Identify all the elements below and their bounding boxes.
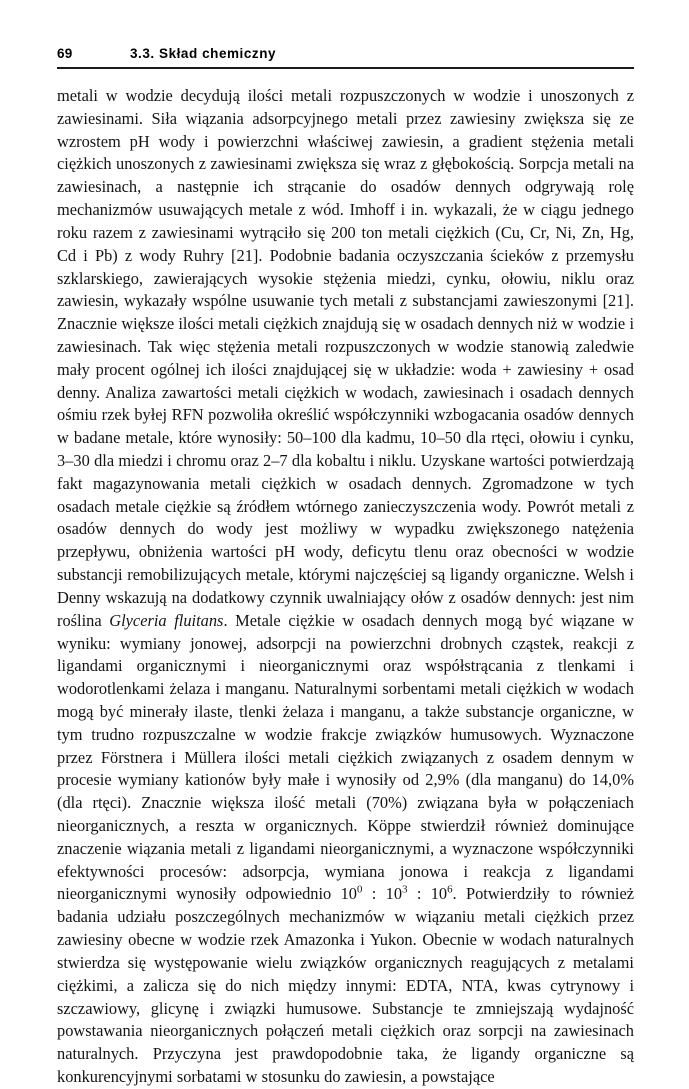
page-number: 69	[57, 46, 73, 61]
paragraph	[57, 85, 634, 1089]
ratio-base-2: 10	[385, 884, 403, 904]
body-text-block	[57, 85, 634, 1089]
section-title: 3.3. Skład chemiczny	[130, 46, 277, 61]
ratio-separator-2: :	[407, 884, 431, 904]
ratio-exponent-3: 6	[447, 883, 453, 896]
ratio-exponent-1: 0	[357, 883, 363, 896]
ratio-separator-1: :	[362, 884, 386, 904]
ratio-base-3: 10	[430, 884, 448, 904]
species-name: Glyceria fluitans	[109, 610, 224, 630]
running-header	[57, 44, 633, 64]
ratio-base-1: 10	[340, 884, 357, 904]
paragraph-segment-3: . Potwierdziły to również badania udziału poszczególnych mechanizmów w wiązaniu metali ciężkich przez zawiesiny obecne w wodzie rzek Amazonka i Yukon. Obecnie w wodach naturalnych stwierdza się występowanie wielu związków organicznych reagujących z metalami ciężkimi, a zalicza się do nich między innymi: EDTA, NTA, kwas cytrynowy i szczawiowy, glicynę i związki humusowe. Substancje te zmniejszają wydajność powstawania nieorganicznych połączeń metali ciężkich oraz sorpcji na zawiesinach naturalnych. Przyczyna jest prawdopodobnie taka, że ligandy organiczne są konkurencyjnymi sorbatami w stosunku do zawiesin, a powstające	[57, 884, 634, 1086]
paragraph-segment-1: metali w wodzie decydują ilości metali rozpuszczonych w wodzie i unoszonych z zawiesinami. Siła wiązania adsorpcyjnego metali przez zawiesiny zwiększa się ze wzrostem pH wody i powierzchni właściwej zawiesin, a gradient stężenia metali ciężkich unoszonych z zawiesinami zwiększa się wraz z głębokością. Sorpcja metali na zawiesinach, a następnie ich strącanie do osadów dennych odgrywają rolę mechanizmów usuwających metale z wód. Imhoff i in. wykazali, że w ciągu jednego roku razem z zawiesinami wytrąciło się 200 ton metali ciężkich (Cu, Cr, Ni, Zn, Hg, Cd i Pb) z wody Ruhry [21]. Podobnie badania oczyszczania ścieków z przemysłu szklarskiego, zawierających wysokie stężenia miedzi, cynku, ołowiu, niklu oraz zawiesin, wykazały wspólne usuwanie tych metali z substancjami zawieszonymi [21]. Znacznie większe ilości metali ciężkich znajdują się w osadach dennych niż w wodzie i zawiesinach. Tak więc stężenia metali rozpuszczonych w wodzie stanowią zaledwie mały procent ogólnej ich ilości znajdującej się w układzie: woda + zawiesiny + osad denny. Analiza zawartości metali ciężkich w wodach, zawiesinach i osadach dennych ośmiu rzek byłej RFN pozwoliła określić współczynniki wzbogacania osadów dennych w badane metale, które wynosiły: 50–100 dla kadmu, 10–50 dla rtęci, ołowiu i cynku, 3–30 dla miedzi i chromu oraz 2–7 dla kobaltu i niklu. Uzyskane wartości potwierdzają fakt magazynowania metali ciężkich w osadach dennych. Zgromadzone w tych osadach metale ciężkie są źródłem wtórnego zanieczyszczenia wody. Powrót metali z osadów dennych do wody jest możliwy w wypadku zwiększonego natężenia przepływu, obniżenia wartości pH wody, deficytu tlenu oraz obecności w wodzie substancji remobilizujących metale, którymi najczęściej są ligandy organiczne. Welsh i Denny wskazują na dodatkowy czynnik uwalniający ołów z osadów dennych: jest nim roślina	[57, 86, 634, 630]
header-rule	[57, 67, 634, 69]
paragraph-segment-2: . Metale ciężkie w osadach dennych mogą być wiązane w wyniku: wymiany jonowej, adsorpcji na powierzchni drobnych cząstek, reakcji z ligandami organicznymi i nieorganicznymi oraz współstrącania z tlenkami i wodorotlenkami żelaza i manganu. Naturalnymi sorbentami metali ciężkich w wodach mogą być minerały ilaste, tlenki żelaza i manganu, a także substancje organiczne, w tym trudno rozpuszczalne w wodzie frakcje związków humusowych. Wyznaczone przez Förstnera i Müllera ilości metali ciężkich związanych z osadem dennym w procesie wymiany kationów były małe i wynosiły od 2,9% (dla manganu) do 14,0% (dla rtęci). Znacznie większa ilość metali (70%) związana była w połączeniach nieorganicznych, a reszta w organicznych. Köppe stwierdził również dominujące znaczenie wiązania metali z ligandami nieorganicznymi, a wyznaczone współczynniki efektywności procesów: adsorpcja, wymiana jonowa i reakcja z ligandami nieorganicznymi wynosiły odpowiednio	[57, 610, 634, 904]
ratio-exponent-2: 3	[402, 883, 408, 896]
ratio-expression	[341, 884, 453, 903]
